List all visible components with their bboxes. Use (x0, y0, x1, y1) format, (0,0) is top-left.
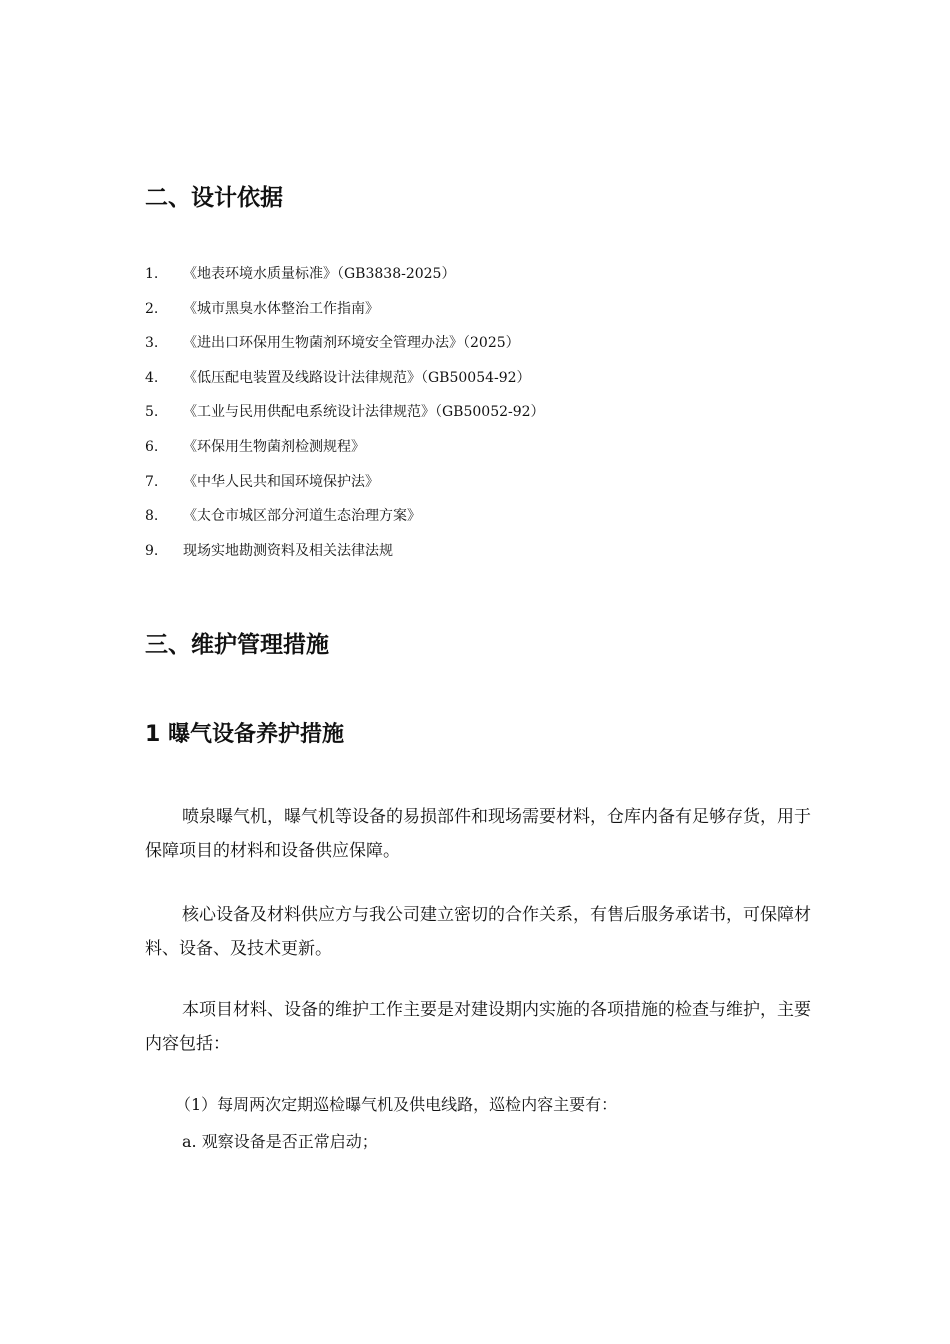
list-item (145, 504, 845, 539)
list-item-number: 4. (145, 369, 159, 386)
list-item (145, 435, 845, 470)
list-item-check-startup: a. 观察设备是否正常启动； (182, 1132, 378, 1151)
list-item-text: 《进出口环保用生物菌剂环境安全管理办法》（2025） (183, 335, 520, 352)
list-item (145, 366, 845, 401)
subsection-title-aeration: 1 曝气设备养护措施 (145, 722, 344, 747)
list-item-number: 1. (145, 266, 159, 282)
list-item-text: 《工业与民用供配电系统设计法律规范》（GB50052-92） (183, 404, 545, 421)
list-item-text: 《低压配电装置及线路设计法律规范》（GB50054-92） (183, 369, 531, 386)
list-item-number: 5. (145, 404, 159, 421)
list-item (145, 331, 845, 366)
list-item (145, 400, 845, 435)
list-item-text: 现场实地勘测资料及相关法律法规 (183, 542, 393, 559)
list-item-number: 6. (145, 438, 159, 455)
list-item-number: 9. (145, 542, 159, 559)
list-item-number: 3. (145, 335, 159, 352)
list-item-text: 《城市黑臭水体整治工作指南》 (183, 300, 379, 317)
paragraph-spare-parts: 喷泉曝气机，曝气机等设备的易损部件和现场需要材料，仓库内备有足够存货，用于保障项目的材料和设备供应保障。 (145, 807, 811, 861)
list-item (145, 470, 845, 505)
list-item-number: 2. (145, 300, 159, 317)
section-title-design-basis: 二、设计依据 (145, 185, 283, 211)
list-item (145, 262, 845, 297)
section-title-maintenance-measures: 三、维护管理措施 (145, 632, 329, 658)
list-item-text: 《中华人民共和国环境保护法》 (183, 473, 379, 490)
list-item-number: 7. (145, 473, 159, 490)
list-item-text: 《环保用生物菌剂检测规程》 (183, 438, 365, 455)
list-item (145, 297, 845, 332)
list-item-text: 《太仓市城区部分河道生态治理方案》 (183, 508, 421, 525)
list-item-number: 8. (145, 508, 159, 525)
paragraph-supplier: 核心设备及材料供应方与我公司建立密切的合作关系，有售后服务承诺书，可保障材料、设备、及技术更新。 (145, 905, 811, 959)
reference-list (145, 262, 845, 573)
list-item (145, 539, 845, 574)
list-item-weekly-inspection: （1）每周两次定期巡检曝气机及供电线路，巡检内容主要有： (175, 1095, 618, 1114)
list-item-text: 《地表环境水质量标准》（GB3838-2025） (183, 266, 456, 282)
paragraph-maintenance-scope: 本项目材料、设备的维护工作主要是对建设期内实施的各项措施的检查与维护，主要内容包括： (145, 1000, 811, 1054)
